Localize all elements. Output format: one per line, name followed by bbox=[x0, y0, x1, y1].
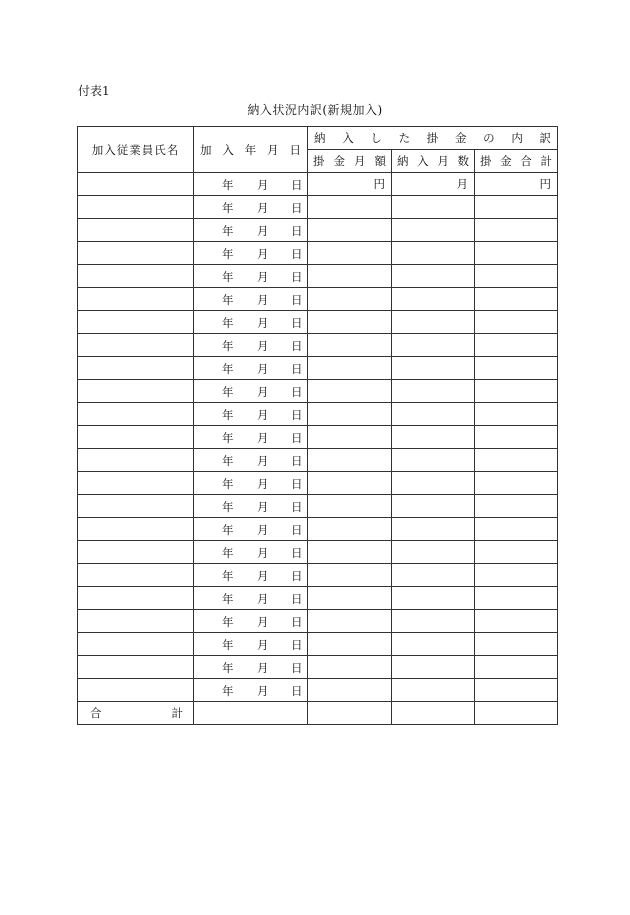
employee-name-cell[interactable] bbox=[78, 242, 194, 265]
total-amount-cell[interactable] bbox=[475, 679, 558, 702]
join-date-cell[interactable] bbox=[194, 610, 308, 633]
date-unit-month: 月 bbox=[257, 178, 269, 192]
join-date-cell[interactable] bbox=[194, 656, 308, 679]
monthly-amount-cell[interactable] bbox=[308, 403, 392, 426]
table-row bbox=[78, 610, 558, 633]
months-paid-cell[interactable] bbox=[392, 541, 475, 564]
table-row bbox=[78, 380, 558, 403]
join-date-cell[interactable] bbox=[194, 219, 308, 242]
monthly-amount-cell[interactable] bbox=[308, 380, 392, 403]
date-unit-day: 日 bbox=[291, 661, 303, 675]
monthly-amount-cell[interactable] bbox=[308, 426, 392, 449]
total-amount-cell[interactable] bbox=[475, 587, 558, 610]
total-label-char: 計 bbox=[171, 706, 183, 720]
months-paid-cell[interactable] bbox=[392, 518, 475, 541]
employee-name-cell[interactable] bbox=[78, 495, 194, 518]
date-unit-day: 日 bbox=[291, 500, 303, 514]
table-row bbox=[78, 449, 558, 472]
employee-name-cell[interactable] bbox=[78, 173, 194, 196]
header-date-char: 年 bbox=[244, 142, 257, 157]
employee-name-cell[interactable] bbox=[78, 518, 194, 541]
date-unit-year: 年 bbox=[222, 661, 234, 675]
table-row bbox=[78, 656, 558, 679]
total-label-char: 合 bbox=[90, 706, 102, 720]
total-amount-cell[interactable] bbox=[475, 449, 558, 472]
date-unit-year: 年 bbox=[222, 523, 234, 537]
total-amount-cell[interactable] bbox=[475, 426, 558, 449]
table-row bbox=[78, 426, 558, 449]
monthly-amount-cell[interactable] bbox=[308, 541, 392, 564]
monthly-amount-cell[interactable] bbox=[308, 656, 392, 679]
total-row bbox=[78, 702, 558, 725]
date-unit-year: 年 bbox=[222, 569, 234, 583]
date-unit-month: 月 bbox=[257, 247, 269, 261]
monthly-amount-cell[interactable] bbox=[308, 219, 392, 242]
monthly-amount-cell[interactable] bbox=[308, 334, 392, 357]
header-group-char: 内 bbox=[511, 131, 523, 145]
date-unit-day: 日 bbox=[291, 316, 303, 330]
employee-name-cell[interactable] bbox=[78, 311, 194, 334]
header-date-char: 月 bbox=[267, 142, 279, 157]
date-unit-month: 月 bbox=[257, 569, 269, 583]
table-row bbox=[78, 334, 558, 357]
months-paid-cell[interactable] bbox=[392, 242, 475, 265]
months-paid-cell[interactable] bbox=[392, 334, 475, 357]
date-unit-year: 年 bbox=[222, 385, 234, 399]
header-group-char: 納 bbox=[314, 131, 326, 145]
date-unit-day: 日 bbox=[291, 362, 303, 376]
date-unit-month: 月 bbox=[257, 224, 269, 238]
total-amount-cell[interactable] bbox=[475, 564, 558, 587]
months-paid-cell[interactable] bbox=[392, 610, 475, 633]
employee-name-cell[interactable] bbox=[78, 334, 194, 357]
header-months-paid bbox=[392, 150, 475, 173]
monthly-amount-cell[interactable] bbox=[308, 311, 392, 334]
total-amount-cell[interactable] bbox=[475, 541, 558, 564]
sub-header-char: 月 bbox=[437, 154, 449, 168]
date-unit-day: 日 bbox=[291, 684, 303, 698]
header-group-char: 訳 bbox=[539, 131, 551, 145]
join-date-cell[interactable] bbox=[194, 357, 308, 380]
join-date-cell[interactable] bbox=[194, 380, 308, 403]
date-unit-year: 年 bbox=[222, 270, 234, 284]
table-row bbox=[78, 679, 558, 702]
header-monthly-contribution bbox=[308, 150, 392, 173]
join-date-cell[interactable] bbox=[194, 472, 308, 495]
monthly-amount-cell[interactable] bbox=[308, 610, 392, 633]
join-date-cell[interactable] bbox=[194, 679, 308, 702]
total-months-paid-cell[interactable] bbox=[392, 702, 475, 725]
months-paid-cell[interactable] bbox=[392, 633, 475, 656]
date-unit-year: 年 bbox=[222, 178, 234, 192]
months-paid-cell[interactable] bbox=[392, 311, 475, 334]
date-unit-day: 日 bbox=[291, 477, 303, 491]
sub-header-char: 金 bbox=[500, 154, 512, 168]
total-amount-cell[interactable] bbox=[475, 610, 558, 633]
table-row bbox=[78, 196, 558, 219]
total-amount-cell[interactable] bbox=[475, 495, 558, 518]
date-unit-year: 年 bbox=[222, 316, 234, 330]
date-unit-month: 月 bbox=[257, 362, 269, 376]
months-paid-cell[interactable] bbox=[392, 472, 475, 495]
date-unit-day: 日 bbox=[291, 201, 303, 215]
date-unit-day: 日 bbox=[291, 408, 303, 422]
months-paid-cell[interactable] bbox=[392, 288, 475, 311]
header-group-char: 掛 bbox=[426, 131, 439, 145]
sub-header-char: 納 bbox=[397, 154, 409, 168]
date-unit-month: 月 bbox=[257, 546, 269, 560]
date-unit-year: 年 bbox=[222, 408, 234, 422]
join-date-cell[interactable] bbox=[194, 334, 308, 357]
date-unit-day: 日 bbox=[291, 339, 303, 353]
sub-header-char: 掛 bbox=[480, 154, 492, 168]
employee-name-cell[interactable] bbox=[78, 265, 194, 288]
table-row bbox=[78, 173, 558, 196]
monthly-amount-cell[interactable] bbox=[308, 495, 392, 518]
total-amount-cell[interactable] bbox=[475, 219, 558, 242]
attachment-label: 付表1 bbox=[78, 84, 110, 98]
employee-name-cell[interactable] bbox=[78, 357, 194, 380]
join-date-cell[interactable] bbox=[194, 449, 308, 472]
date-unit-day: 日 bbox=[291, 569, 303, 583]
employee-name-cell[interactable] bbox=[78, 656, 194, 679]
date-unit-year: 年 bbox=[222, 592, 234, 606]
months-paid-cell[interactable] bbox=[392, 679, 475, 702]
table-row bbox=[78, 219, 558, 242]
page-title: 納入状況内訳(新規加入) bbox=[247, 103, 383, 117]
employee-name-cell[interactable] bbox=[78, 679, 194, 702]
date-unit-month: 月 bbox=[257, 408, 269, 422]
header-date-char: 入 bbox=[222, 142, 234, 157]
join-date-cell[interactable] bbox=[194, 311, 308, 334]
total-amount-cell[interactable] bbox=[475, 196, 558, 219]
join-date-cell[interactable] bbox=[194, 242, 308, 265]
sub-header-char: 月 bbox=[354, 154, 366, 168]
header-date-char: 日 bbox=[289, 142, 301, 157]
date-unit-year: 年 bbox=[222, 638, 234, 652]
date-unit-day: 日 bbox=[291, 247, 303, 261]
date-unit-day: 日 bbox=[291, 454, 303, 468]
table-row bbox=[78, 564, 558, 587]
monthly-amount-cell[interactable] bbox=[308, 288, 392, 311]
table-row bbox=[78, 242, 558, 265]
date-unit-month: 月 bbox=[257, 684, 269, 698]
date-unit-month: 月 bbox=[257, 385, 269, 399]
date-unit-day: 日 bbox=[291, 385, 303, 399]
employee-name-cell[interactable] bbox=[78, 610, 194, 633]
months-paid-cell[interactable] bbox=[392, 196, 475, 219]
date-unit-day: 日 bbox=[291, 224, 303, 238]
header-contribution-total bbox=[475, 150, 558, 173]
header-group-char: た bbox=[398, 131, 411, 145]
months-paid-cell[interactable]: 月 bbox=[392, 173, 475, 196]
date-unit-year: 年 bbox=[222, 201, 234, 215]
total-amount-sum-cell[interactable] bbox=[475, 702, 558, 725]
date-unit-month: 月 bbox=[257, 316, 269, 330]
join-date-cell[interactable] bbox=[194, 288, 308, 311]
date-unit-month: 月 bbox=[257, 270, 269, 284]
table-row bbox=[78, 472, 558, 495]
monthly-amount-cell[interactable] bbox=[308, 357, 392, 380]
date-unit-year: 年 bbox=[222, 224, 234, 238]
monthly-amount-cell[interactable] bbox=[308, 196, 392, 219]
monthly-amount-cell[interactable]: 円 bbox=[308, 173, 392, 196]
date-unit-day: 日 bbox=[291, 523, 303, 537]
date-unit-month: 月 bbox=[257, 431, 269, 445]
date-unit-month: 月 bbox=[257, 523, 269, 537]
header-paid-contribution-breakdown bbox=[308, 127, 558, 150]
employee-name-cell[interactable] bbox=[78, 219, 194, 242]
date-unit-day: 日 bbox=[291, 592, 303, 606]
employee-name-cell[interactable] bbox=[78, 196, 194, 219]
monthly-amount-cell[interactable] bbox=[308, 633, 392, 656]
header-group-char: 金 bbox=[454, 131, 467, 145]
date-unit-year: 年 bbox=[222, 615, 234, 629]
sub-header-char: 数 bbox=[457, 154, 469, 168]
employee-name-cell[interactable] bbox=[78, 380, 194, 403]
join-date-cell[interactable] bbox=[194, 564, 308, 587]
months-paid-cell[interactable] bbox=[392, 656, 475, 679]
total-amount-cell[interactable] bbox=[475, 242, 558, 265]
total-label-cell bbox=[78, 702, 194, 725]
total-amount-cell[interactable] bbox=[475, 288, 558, 311]
table-row bbox=[78, 403, 558, 426]
date-unit-year: 年 bbox=[222, 477, 234, 491]
table-row bbox=[78, 541, 558, 564]
date-unit-day: 日 bbox=[291, 270, 303, 284]
total-amount-cell[interactable] bbox=[475, 380, 558, 403]
total-amount-cell[interactable] bbox=[475, 633, 558, 656]
table-row bbox=[78, 288, 558, 311]
header-date-char: 加 bbox=[200, 142, 212, 157]
table-row bbox=[78, 357, 558, 380]
total-amount-cell[interactable] bbox=[475, 656, 558, 679]
date-unit-year: 年 bbox=[222, 339, 234, 353]
date-unit-year: 年 bbox=[222, 546, 234, 560]
employee-name-cell[interactable] bbox=[78, 472, 194, 495]
date-unit-month: 月 bbox=[257, 201, 269, 215]
monthly-amount-cell[interactable] bbox=[308, 265, 392, 288]
employee-name-cell[interactable] bbox=[78, 403, 194, 426]
months-paid-cell[interactable] bbox=[392, 495, 475, 518]
employee-name-cell[interactable] bbox=[78, 541, 194, 564]
date-unit-month: 月 bbox=[257, 500, 269, 514]
employee-name-cell[interactable] bbox=[78, 587, 194, 610]
date-unit-month: 月 bbox=[257, 638, 269, 652]
date-unit-day: 日 bbox=[291, 546, 303, 560]
table-row bbox=[78, 265, 558, 288]
date-unit-year: 年 bbox=[222, 454, 234, 468]
total-date-cell bbox=[194, 702, 308, 725]
employee-name-cell[interactable] bbox=[78, 633, 194, 656]
total-amount-cell[interactable] bbox=[475, 518, 558, 541]
monthly-amount-cell[interactable] bbox=[308, 518, 392, 541]
months-paid-cell[interactable] bbox=[392, 449, 475, 472]
header-group-char: の bbox=[483, 131, 495, 145]
date-unit-day: 日 bbox=[291, 431, 303, 445]
total-amount-cell[interactable] bbox=[475, 357, 558, 380]
total-amount-cell[interactable] bbox=[475, 403, 558, 426]
employee-name-cell[interactable] bbox=[78, 288, 194, 311]
date-unit-year: 年 bbox=[222, 684, 234, 698]
months-paid-cell[interactable] bbox=[392, 380, 475, 403]
date-unit-day: 日 bbox=[291, 293, 303, 307]
total-amount-cell[interactable]: 円 bbox=[475, 173, 558, 196]
sub-header-char: 掛 bbox=[313, 154, 325, 168]
payment-breakdown-table bbox=[77, 126, 558, 725]
total-amount-cell[interactable] bbox=[475, 265, 558, 288]
total-amount-cell[interactable] bbox=[475, 472, 558, 495]
monthly-amount-cell[interactable] bbox=[308, 564, 392, 587]
months-paid-cell[interactable] bbox=[392, 587, 475, 610]
join-date-cell[interactable] bbox=[194, 587, 308, 610]
date-unit-year: 年 bbox=[222, 431, 234, 445]
date-unit-year: 年 bbox=[222, 500, 234, 514]
sub-header-char: 入 bbox=[417, 154, 429, 168]
join-date-cell[interactable] bbox=[194, 518, 308, 541]
date-unit-month: 月 bbox=[257, 454, 269, 468]
join-date-cell[interactable] bbox=[194, 426, 308, 449]
sub-header-char: 額 bbox=[374, 154, 386, 168]
header-group-char: 入 bbox=[342, 131, 354, 145]
monthly-amount-cell[interactable] bbox=[308, 679, 392, 702]
table-row bbox=[78, 518, 558, 541]
sub-header-char: 計 bbox=[540, 154, 553, 168]
join-date-cell[interactable] bbox=[194, 173, 308, 196]
date-unit-month: 月 bbox=[257, 477, 269, 491]
monthly-amount-cell[interactable] bbox=[308, 587, 392, 610]
date-unit-month: 月 bbox=[257, 661, 269, 675]
table-row bbox=[78, 311, 558, 334]
table-row bbox=[78, 587, 558, 610]
months-paid-cell[interactable] bbox=[392, 357, 475, 380]
table-row bbox=[78, 633, 558, 656]
sub-header-char: 金 bbox=[333, 154, 345, 168]
join-date-cell[interactable] bbox=[194, 633, 308, 656]
join-date-cell[interactable] bbox=[194, 495, 308, 518]
date-unit-month: 月 bbox=[257, 615, 269, 629]
date-unit-year: 年 bbox=[222, 247, 234, 261]
date-unit-day: 日 bbox=[291, 638, 303, 652]
date-unit-month: 月 bbox=[257, 592, 269, 606]
header-group-char: し bbox=[370, 131, 382, 145]
table-row bbox=[78, 495, 558, 518]
join-date-cell[interactable] bbox=[194, 265, 308, 288]
months-paid-cell[interactable] bbox=[392, 564, 475, 587]
monthly-amount-cell[interactable] bbox=[308, 242, 392, 265]
employee-name-cell[interactable] bbox=[78, 449, 194, 472]
monthly-amount-cell[interactable] bbox=[308, 449, 392, 472]
join-date-cell[interactable] bbox=[194, 541, 308, 564]
total-amount-cell[interactable] bbox=[475, 334, 558, 357]
total-monthly-amount-cell[interactable] bbox=[308, 702, 392, 725]
date-unit-day: 日 bbox=[291, 178, 303, 192]
employee-name-cell[interactable] bbox=[78, 426, 194, 449]
months-paid-cell[interactable] bbox=[392, 403, 475, 426]
monthly-amount-cell[interactable] bbox=[308, 472, 392, 495]
date-unit-month: 月 bbox=[257, 339, 269, 353]
join-date-cell[interactable] bbox=[194, 196, 308, 219]
months-paid-cell[interactable] bbox=[392, 219, 475, 242]
date-unit-year: 年 bbox=[222, 362, 234, 376]
employee-name-cell[interactable] bbox=[78, 564, 194, 587]
date-unit-month: 月 bbox=[257, 293, 269, 307]
date-unit-year: 年 bbox=[222, 293, 234, 307]
sub-header-char: 合 bbox=[520, 154, 532, 168]
total-amount-cell[interactable] bbox=[475, 311, 558, 334]
date-unit-day: 日 bbox=[291, 615, 303, 629]
join-date-cell[interactable] bbox=[194, 403, 308, 426]
months-paid-cell[interactable] bbox=[392, 265, 475, 288]
header-join-date bbox=[194, 127, 308, 173]
header-employee-name: 加入従業員氏名 bbox=[78, 127, 194, 173]
months-paid-cell[interactable] bbox=[392, 426, 475, 449]
